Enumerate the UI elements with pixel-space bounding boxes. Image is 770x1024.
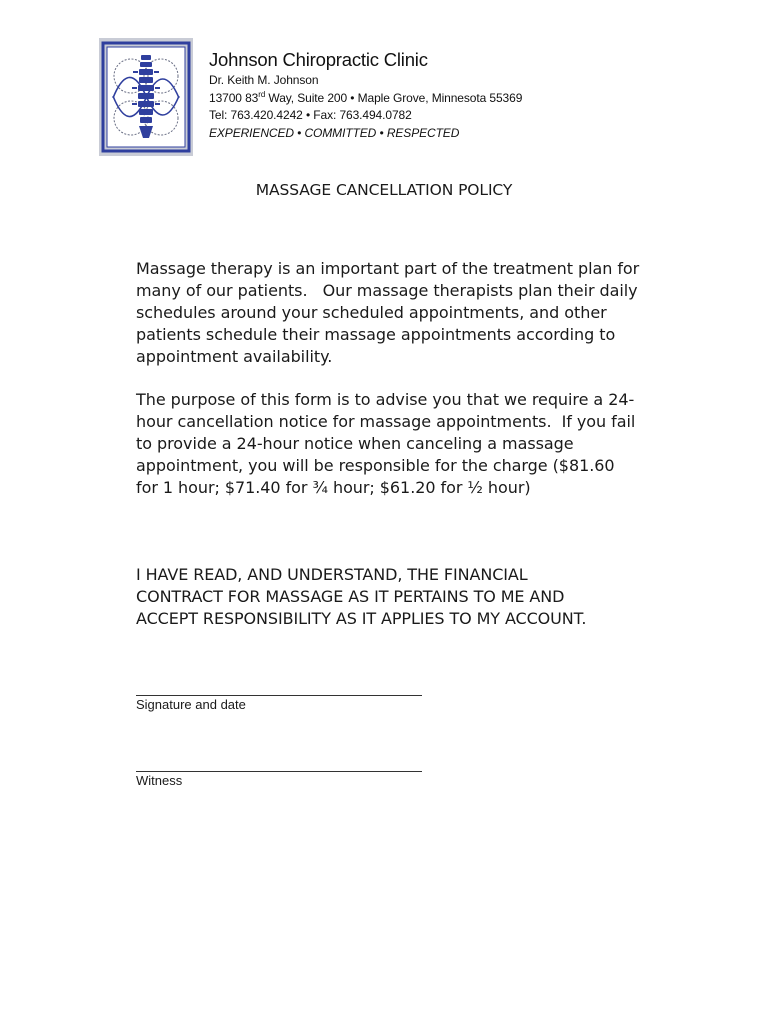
doctor-name: Dr. Keith M. Johnson bbox=[209, 73, 319, 87]
paragraph-line: to provide a 24-hour notice when canceling a massage bbox=[136, 434, 574, 453]
witness-label: Witness bbox=[136, 773, 183, 788]
policy-title-text: MASSAGE CANCELLATION POLICY bbox=[255, 181, 513, 199]
signature-label: Signature and date bbox=[136, 697, 246, 712]
policy-title bbox=[0, 181, 770, 199]
signature-line[interactable] bbox=[136, 695, 422, 696]
acknowledgement-line: I HAVE READ, AND UNDERSTAND, THE FINANCIAL bbox=[136, 565, 528, 584]
paragraph-line: The purpose of this form is to advise you that we require a 24- bbox=[136, 390, 635, 409]
acknowledgement bbox=[136, 564, 656, 630]
paragraph-line: hour cancellation notice for massage appointments. If you fail bbox=[136, 412, 636, 431]
letterhead bbox=[209, 48, 522, 142]
address-suffix: rd bbox=[258, 89, 266, 99]
paragraph-line: schedules around your scheduled appointments, and other bbox=[136, 303, 607, 322]
clinic-motto: EXPERIENCED • COMMITTED • RESPECTED bbox=[209, 125, 460, 140]
clinic-logo bbox=[99, 38, 193, 156]
acknowledgement-line: CONTRACT FOR MASSAGE AS IT PERTAINS TO ME AND bbox=[136, 587, 565, 606]
paragraph-line: appointment, you will be responsible for the charge ($81.60 bbox=[136, 456, 615, 475]
paragraph-line: Massage therapy is an important part of the treatment plan for bbox=[136, 259, 640, 278]
phone-fax: Tel: 763.420.4242 • Fax: 763.494.0782 bbox=[209, 108, 412, 123]
clinic-name: Johnson Chiropractic Clinic bbox=[209, 49, 428, 70]
paragraph-line: for 1 hour; $71.40 for ¾ hour; $61.20 for ½ hour) bbox=[136, 478, 531, 497]
paragraph-line: patients schedule their massage appointments according to bbox=[136, 325, 616, 344]
address-rest: Way, Suite 200 • Maple Grove, Minnesota 55369 bbox=[265, 90, 523, 105]
witness-line[interactable] bbox=[136, 771, 422, 772]
paragraph-line: many of our patients. Our massage therapists plan their daily bbox=[136, 281, 638, 300]
acknowledgement-line: ACCEPT RESPONSIBILITY AS IT APPLIES TO MY ACCOUNT. bbox=[136, 609, 587, 628]
paragraph-purpose bbox=[136, 389, 656, 499]
paragraph-line: appointment availability. bbox=[136, 347, 333, 366]
paragraph-intro bbox=[136, 258, 656, 368]
address-number: 13700 83 bbox=[209, 90, 259, 105]
clinic-address bbox=[209, 90, 522, 108]
spine-logo-icon bbox=[99, 38, 193, 156]
